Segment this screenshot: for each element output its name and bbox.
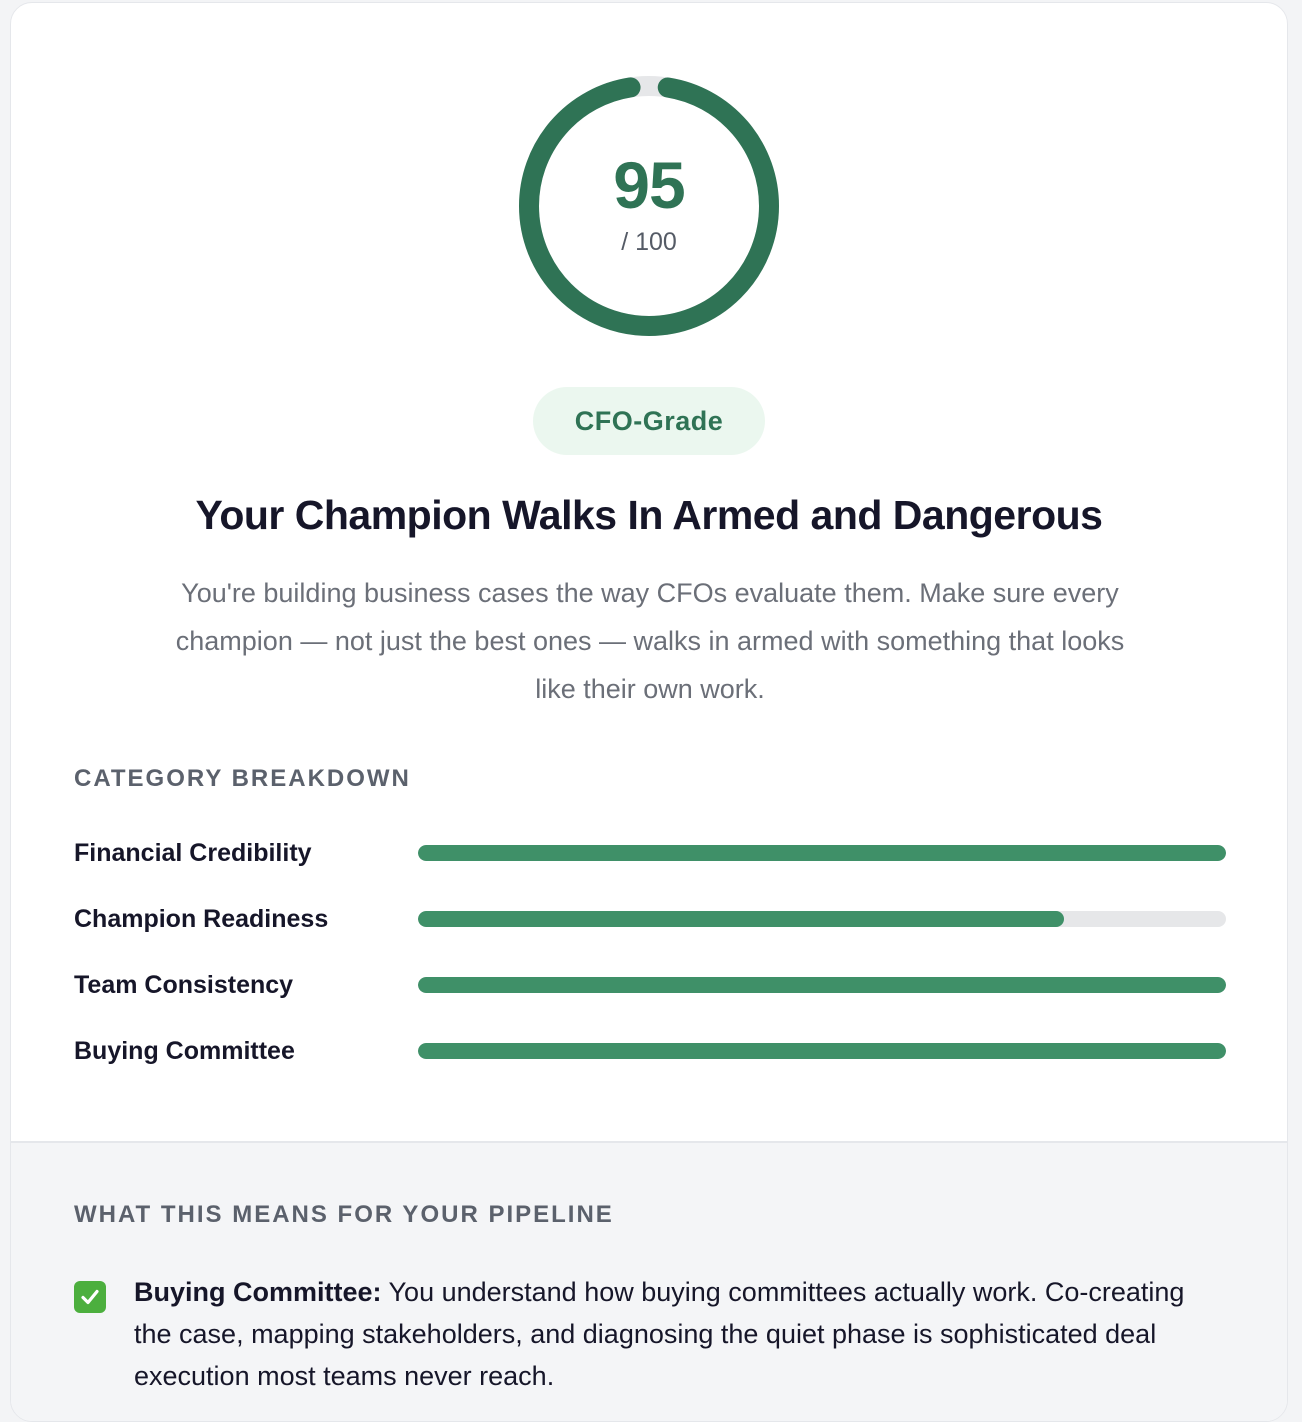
results-card xyxy=(10,2,1288,1422)
category-bar-track xyxy=(418,1043,1226,1059)
pipeline-section xyxy=(11,1141,1287,1422)
check-icon xyxy=(74,1281,106,1313)
category-breakdown-title: CATEGORY BREAKDOWN xyxy=(74,765,411,792)
score-gauge xyxy=(517,74,781,338)
category-label: Team Consistency xyxy=(74,971,294,999)
score-center xyxy=(517,74,781,338)
category-bar-fill xyxy=(418,845,1226,861)
score-total: / 100 xyxy=(621,228,677,256)
category-row-team-consistency xyxy=(74,965,1226,1005)
category-bar-fill xyxy=(418,911,1064,927)
category-bar-fill xyxy=(418,977,1226,993)
category-row-financial-credibility xyxy=(74,833,1226,873)
insight-text xyxy=(134,1271,1214,1397)
category-label: Financial Credibility xyxy=(74,839,312,867)
insight-label: Buying Committee: xyxy=(134,1277,382,1307)
insight-body: You understand how buying committees actually work. Co-creating the case, mapping stakeholders, and diagnosing the quiet phase is sophisticated deal execution most teams never reach. xyxy=(134,1277,1185,1391)
category-bar-track xyxy=(418,977,1226,993)
grade-badge: CFO-Grade xyxy=(533,387,765,455)
result-headline: Your Champion Walks In Armed and Dangerous xyxy=(195,492,1103,538)
category-bar-track xyxy=(418,911,1226,927)
category-label: Buying Committee xyxy=(74,1037,295,1065)
category-label: Champion Readiness xyxy=(74,905,329,933)
category-bar-track xyxy=(418,845,1226,861)
score-value: 95 xyxy=(613,148,685,222)
result-description: You're building business cases the way CFOs evaluate them. Make sure every champion — not just the best ones — walks in armed with something that looks like their own work. xyxy=(175,578,1125,704)
category-row-buying-committee xyxy=(74,1031,1226,1071)
category-bar-fill xyxy=(418,1043,1226,1059)
category-row-champion-readiness xyxy=(74,899,1226,939)
pipeline-section-title: WHAT THIS MEANS FOR YOUR PIPELINE xyxy=(74,1201,614,1228)
